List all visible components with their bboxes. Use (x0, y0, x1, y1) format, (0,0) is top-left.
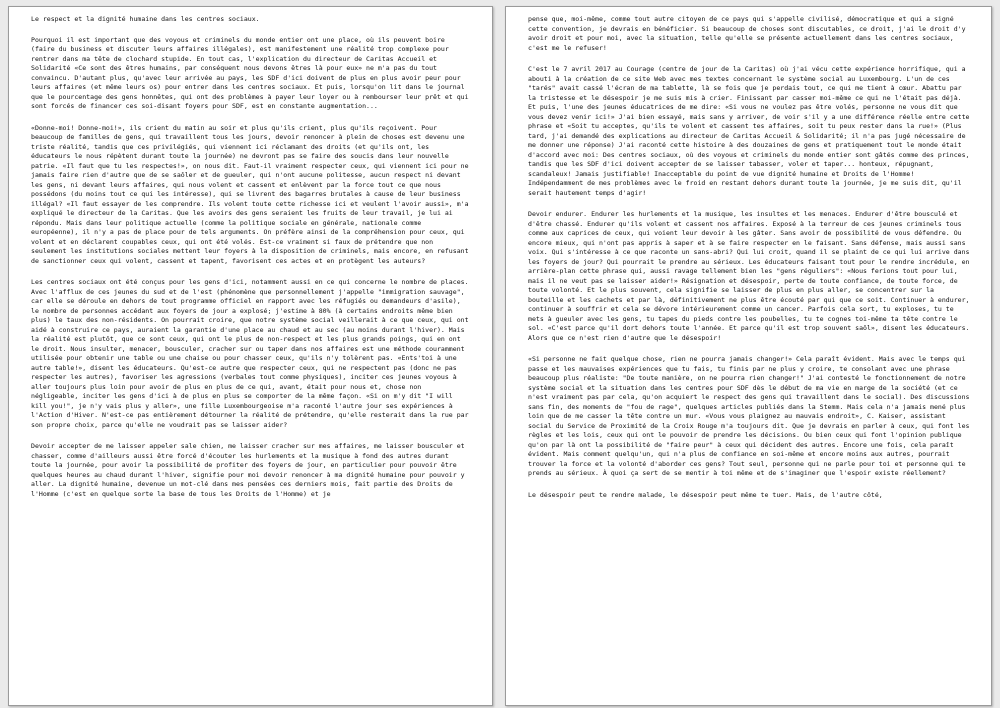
paragraph: pense que, moi-même, comme tout autre citoyen de ce pays qui s'appelle civilisé, démocratique et qui a signé cette convention, je devrais en bénéficier. Si beaucoup de choses sont discutables, ce droit, j'ai le droit d'y avoir droit et pour moi, avec la situation, telle qu'elle se présente actuellement dans les centres sociaux, c'est me le refuser! (528, 15, 966, 52)
document-page-left (8, 6, 493, 706)
paragraph: C'est le 7 avril 2017 au Courage (centre de jour de la Caritas) où j'ai vécu cette expérience horrifique, qui a abouti à la création de ce site Web avec mes textes concernant le système social au Luxembourg. L'un de ces "tarés" avait cassé l'écran de ma tablette, là se fois que je perdais tout, ce qui me tient à cœur. Abattu par la tristesse et le désespoir je me suis mis à crier. Finissant par casser moi-même ce qui ne l'était pas déjà. Et puis, l'une des jeunes éducatrices de me dire: «Si vous ne voulez pas être volés, personne ne vous dit que vous devez venir ici!» J'ai bien essayé, mais sans y arriver, de voir s'il y a une différence réelle entre cette phrase et «Soit tu acceptes, qu'ils te volent et cassent tes affaires, soit tu peux rester dans la rue!» (Plus tard, j'ai demandé des explications au directeur de Caritas Accueil & Solidarité; il n'a pas jugé nécessaire de me donner une réponse) J'ai raconté cette histoire à des douzaines de gens et pratiquement tout le monde était d'accord avec moi: Des centres sociaux, où des voyous et criminels du monde entier sont gâtés comme des princes, tandis que les SDF d'ici doivent accepter de se laisser tabasser, voler et taper... honteux, répugnant, scandaleux! Jamais justifiable! Inacceptable du point de vue dignité humaine et Droits de l'Homme! Indépendamment de mes problèmes avec le froid en restant dehors durant toute la journée, je me suis dit, qu'il serait hautement temps d'agir! (528, 65, 970, 197)
paragraph: «Donne-moi! Donne-moi!», ils crient du matin au soir et plus qu'ils crient, plus qu'ils reçoivent. Pour beaucoup de familles de gens, qui travaillent tous les jours, devoir renoncer à plein de choses est devenu une triste réalité, tandis que ces privilégiés, qui viennent ici réclamant des droits (et qu'ils ont, les éducateurs le nous répètent durant toute la journée) ne devront pas se faire des soucis dans leur nouvelle patrie. «Il faut que tu les respectes!», on nous dit. Faut-il vraiment respecter ceux, qui viennent ici pour ne jamais faire rien d'autre que de se saôler et de gueuler, qui n'ont aucune politesse, aucun respect ni devant les gens, ni devant leurs affaires, qui nous volent et cassent et enlèvent par la force tout ce que nous possédons (du moins tout ce qui les intéresse), qui se livrent des bagarres brutales à cause de leur business illégal? «Il faut essayer de les comprendre. Ils volent toute cette richesse ici et veulent l'avoir aussi», m'a expliqué le directeur de la Caritas. Que les avoirs des gens seraient les fruits de leur travail, je lui ai répondu. Mais dans leur politique actuelle (comme la politique sociale en générale, nationale comme européenne), il n'y a pas de place pour de tels arguments. On préfère ainsi de la compréhension pour ceux, qui volent et en déclarent coupables ceux, qui ont été volés. Est-ce vraiment si faux de prétendre que non seulement les institutions sociales mettent leur foyers à la disposition de criminels, mais encore, en refusant de sanctionner ceux qui volent, cassent et tapent, favorisent ces actes et en protègent les auteurs? (31, 123, 469, 265)
paragraph: Les centres sociaux ont été conçus pour les gens d'ici, notamment aussi en ce qui concerne le nombre de places. Avec l'afflux de ces jeunes du sud et de l'est (phénomène que personnellement j'appelle "immigration sauvage", car elle se déroule en dehors de tout programme officiel en rapport avec les réfugiés ou demandeurs d'asile), le nombre de personnes accédant aux foyers de jour a explosé; j'estime à 80% (à certains endroits même bien plus) le taux des non-résidents. On pourrait croire, que notre système social veillerait à ce que ceux, qui ont aidé à construire ce pays, auraient la garantie d'une place au chaud et au sec (au moins durant l'hiver). Mais la réalité est plutôt, que ce sont ceux, qui ont le plus de non-respect et les plus grands poings, qui en ont le droit. Nous insulter, menacer, bousculer, cracher sur ou taper dans nos affaires est une méthode couramment utilisée pour obtenir une table ou une chaise ou pour chasser ceux, qu'ils n'y tolèrent pas. «Ents'toi à une autre table!», disent les éducateurs. Qu'est-ce autre que respecter ceux, qui ne respectent pas (donc ne pas respecter les autres), favoriser les agressions (verbales tout comme physiques), inciter ces jeunes voyous à aller toujours plus loin pour avoir de plus en plus de ce qui, avant, était pour nous et, chose non négligeable, inciter les gens d'ici à de plus en plus se comporter de la même façon. «Si on m'y dit "I will kill you!", je n'y vais plus y aller», une fille Luxembourgeoise m'a raconté l'autre jour ses expériences à l'Action d'Hiver. N'est-ce pas entièrement détourner la réalité de prétendre, qu'elle resterait dans la rue par son propre choix, parce qu'elle ne voudrait pas se laisser aider? (31, 278, 469, 429)
paragraph: Le désespoir peut te rendre malade, le désespoir peut même te tuer. Mais, de l'autre côté, (528, 490, 883, 499)
paragraph: Devoir endurer. Endurer les hurlements et la musique, les insultes et les menaces. Endurer d'être bousculé et d'être chassé. Endurer qu'ils volent et cassent nos affaires. Exposé à la terreur de ces jeunes criminels tous comme aux caprices de ceux, qui voient leur devoir à les gâter. Sans avoir de possibilité de vous défendre. Ou encore mieux, qui n'ont pas appris à saper et à se faire respecter en le faisant. Sans défense, mais aussi sans voix. Qui s'intéresse à ce que raconte un sans-abri? Qui lui croit, quand il se plaint de ce qui lui arrive dans les foyers de jour? Qui pourrait le prendre au sérieux. Les éducateurs faisant tout pour le rendre incrédule, en arrière-plan cette phrase qui, aussi ravage tellement bien les "gens réguliers": «Nous ferions tout pour lui, mais il ne veut pas se laisser aider!» Résignation et désespoir, perte de toute confiance, de toute force, de toute volonté. Et le plus souvent, cela signifie se laisser de plus en plus aller, se concentrer sur la bouteille et les cachets et par là, définitivement ne plus être écouté par qui que ce soit. Continuer à endurer, continuer à souffrir et cela se dévore intérieurement comme un cancer. Parfois cela sort, tu exploses, tu te mets à gueuler avec les gens, tu tapes du pieds contre les poubelles, tu te cognes toi-même ta tête contre le sol. «C'est parce qu'il dort dehors toute l'année. Et parce qu'il est trop souvent saôl», disent les éducateurs. Alors que ce n'est rien d'autre que le désespoir! (528, 210, 970, 342)
document-title: Le respect et la dignité humaine dans les centres sociaux. (31, 15, 260, 23)
paragraph: Pourquoi il est important que des voyous et criminels du monde entier ont une place, où ils peuvent boire (faire du business et discuter leurs affaires illégales), est manifestement une réalité trop complexe pour rentrer dans ma tête de clochard stupide. En tout cas, l'explication du directeur de Caritas Accueil et Solidarité «Ce sont des êtres humains, par conséquent nous devons êtres là pour eux» ne m'a pas du tout convaincu. D'autant plus, qu'avec leur arrivée au pays, les SDF d'ici doivent de plus en plus avoir peur pour leurs affaires (et même leurs os) pour entrer dans les centres sociaux. Et puis, lorsqu'on lit dans le journal que le pourcentage des gens honnêtes, qui ont des problèmes à payer leur loyer ou à rembourser leur prêt et qui sont forcés de financer ces soi-disant foyers pour SDF, est en constante augmentation... (31, 35, 469, 110)
paragraph: «Si personne ne fait quelque chose, rien ne pourra jamais changer!» Cela paraît évident. Mais avec le temps qui passe et les mauvaises expériences que tu fais, tu finis par ne plus y croire, te consolant avec une phrase beaucoup plus réaliste: "De toute manière, on ne pourra rien changer!" J'ai contesté le fonctionnement de notre système social et la situation dans les centres pour SDF dès le début de ma vie en marge de la société (et ce n'est vraiment pas par cela, qu'on acquiert le respect des gens qui travaillent dans le social). Des discussions sans fin, des moments de "fou de rage", quelques articles publiés dans la Stemm. Mais cela n'a jamais mené plus loin que de me casser la tête contre un mur. «Vous vous plaignez au mauvais endroit», C. Kaiser, assistant social du Service de Proximité de la Croix Rouge m'a toujours dit. Que je devrais en parler à ceux, qui font les règles et les lois, ceux qui ont le pouvoir de prendre les décisions. Ou bien ceux qui font l'opinion publique qu'on par là ont la possibilité de "faire peur" à ceux qui décident des autres. Encore une fois, cela paraît évident. Mais comment quelqu'un, qui n'a plus de confiance en soi-même et encore moins aux autres, pourrait trouver la force et la volonté d'aborder ces gens? Tout seul, personne qui ne parle pour toi et personne qui te prends au sérieux. À quoi ça sert de se mentir à toi même et de s'imaginer que l'espoir existe réellement? (528, 355, 970, 477)
paragraph: Devoir accepter de me laisser appeler sale chien, me laisser cracher sur mes affaires, me laisser bousculer et chasser, comme d'ailleurs aussi être forcé d'écouter les hurlements et la musique à fond des autres durant toute la journée, pour avoir la possibilité de profiter des foyers de jour, en particulier pour pouvoir être quelques heures au chaud durant l'hiver, signifie pour moi devoir renoncer à ma dignité humaine pour pouvoir y aller. La dignité humaine, devenue un mot-clé dans mes pensées ces derniers mois, fait partie des Droits de l'Homme (c'est en quelque sorte la base de tous les Droits de l'Homme) et je (31, 442, 465, 498)
document-page-right (505, 6, 992, 706)
